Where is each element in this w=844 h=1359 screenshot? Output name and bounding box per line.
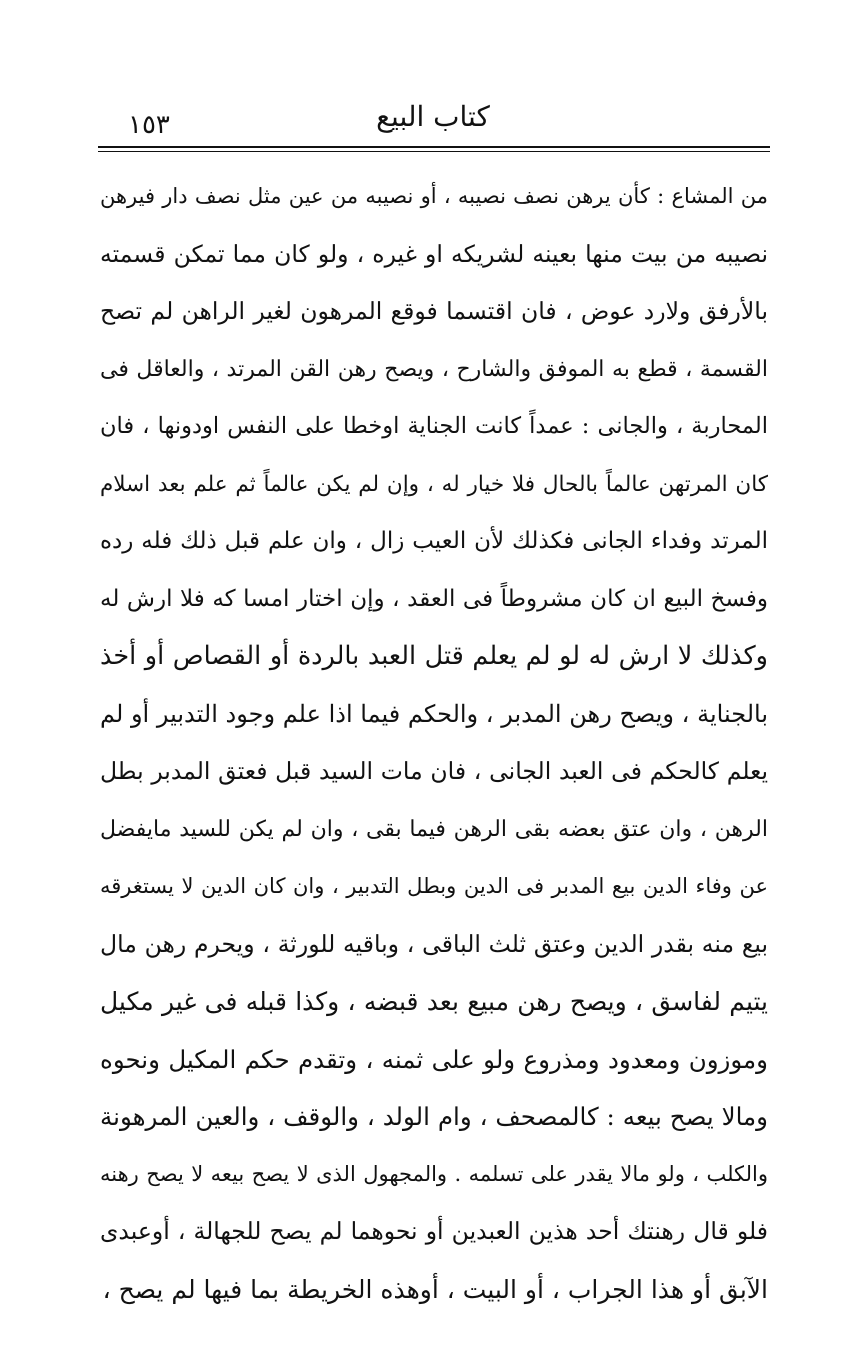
page-header [98,96,768,148]
text-line: كان المرتهن عالماً بالحال فلا خيار له ، وإن لم يكن عالماً ثم علم بعد اسلام [100,471,768,497]
text-line: وكذلك لا ارش له لو لم يعلم قتل العبد بالردة أو القصاص أو أخذ [100,641,768,671]
header-rule-thin [98,151,770,152]
text-line: الرهن ، وان عتق بعضه بقى الرهن فيما بقى ، وان لم يكن للسيد مايفضل [100,816,768,842]
text-line: بالجناية ، ويصح رهن المدبر ، والحكم فيما اذا علم وجود التدبير أو لم [100,699,768,728]
text-line: وموزون ومعدود ومذروع ولو على ثمنه ، وتقدم حكم المكيل ونحوه [100,1044,768,1074]
text-line: بالأرفق ولارد عوض ، فان اقتسما فوقع المرهون لغير الراهن لم تصح [100,297,768,325]
text-line: يتيم لفاسق ، ويصح رهن مبيع بعد قبضه ، وكذا قبله فى غير مكيل [100,987,768,1016]
text-line: فلو قال رهنتك أحد هذين العبدين أو نحوهما لم يصح للجهالة ، أوعبدى [100,1217,768,1245]
page-number: ١٥٣ [128,110,170,140]
text-line: من المشاع : كأن يرهن نصف نصيبه ، أو نصيبه من عين مثل نصف دار فيرهن [100,184,768,208]
text-line: نصيبه من بيت منها بعينه لشريكه او غيره ، ولو كان مما تمكن قسمته [100,239,768,268]
text-line: وفسخ البيع ان كان مشروطاً فى العقد ، وإن اختار امسا كه فلا ارش له [100,585,768,612]
text-line: الآبق أو هذا الجراب ، أو البيت ، أوهذه الخريطة بما فيها لم يصح ، [102,1274,768,1304]
text-line: يعلم كالحكم فى العبد الجانى ، فان مات السيد قبل فعتق المدبر بطل [100,757,768,785]
text-line: المحاربة ، والجانى : عمداً كانت الجناية اوخطا على النفس اودونها ، فان [100,413,768,439]
header-rule [98,146,770,148]
text-line: المرتد وفداء الجانى فكذلك لأن العيب زال ، وان علم قبل ذلك فله رده [100,528,768,554]
text-line: والكلب ، ولو مالا يقدر على تسلمه . والمجهول الذى لا يصح بيعه لا يصح رهنه [100,1161,768,1186]
text-line: القسمة ، قطع به الموفق والشارح ، ويصح رهن القن المرتد ، والعاقل فى [100,356,768,382]
text-line: ومالا يصح بيعه : كالمصحف ، وام الولد ، والوقف ، والعين المرهونة [100,1102,768,1131]
text-line: بيع منه بقدر الدين وعتق ثلث الباقى ، وباقيه للورثة ، ويحرم رهن مال [100,929,768,958]
running-title: كتاب البيع [376,100,490,133]
text-line: عن وفاء الدين بيع المدبر فى الدين وبطل التدبير ، وان كان الدين لا يستغرقه [100,874,768,898]
body-text [100,168,768,1318]
